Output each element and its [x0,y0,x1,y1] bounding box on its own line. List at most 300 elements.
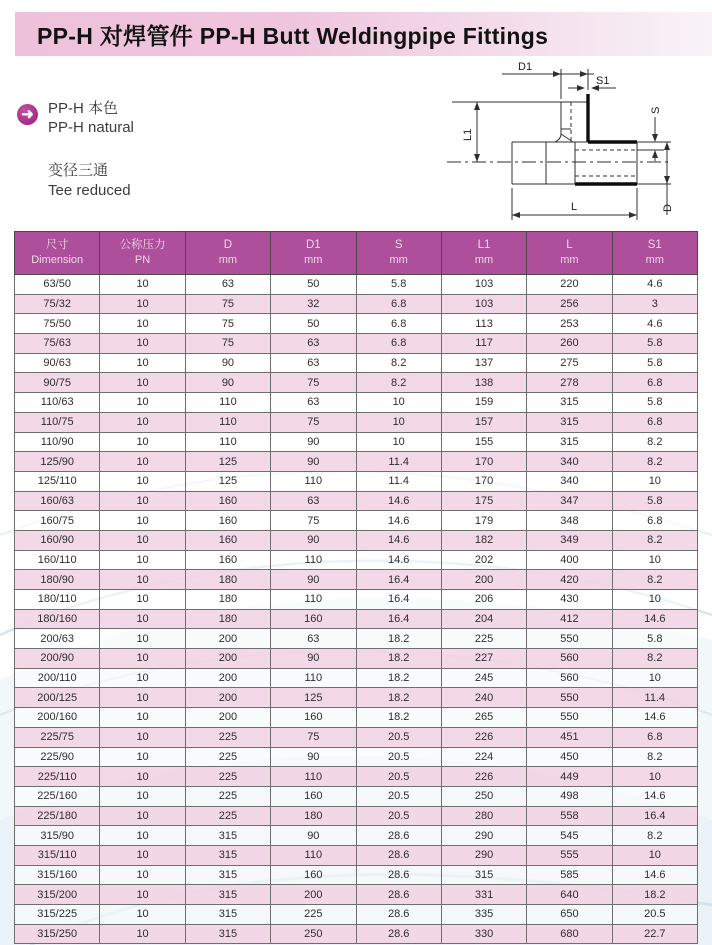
table-cell: 227 [441,649,526,669]
table-cell: 110/63 [15,393,100,413]
table-cell: 10 [100,865,185,885]
table-cell: 110 [271,590,356,610]
table-cell: 10 [356,412,441,432]
table-row [15,530,698,550]
table-cell: 10 [612,767,697,787]
table-cell: 331 [441,885,526,905]
table-cell: 10 [100,590,185,610]
table-cell: 225 [271,905,356,925]
table-cell: 10 [100,491,185,511]
table-cell: 10 [100,294,185,314]
table-cell: 63/50 [15,275,100,295]
page-title: PP-H 对焊管件 PP-H Butt Weldingpipe Fittings [37,22,549,49]
table-cell: 20.5 [356,747,441,767]
table-cell: 10 [612,845,697,865]
table-cell: 5.8 [612,491,697,511]
table-cell: 10 [100,786,185,806]
table-cell: 28.6 [356,826,441,846]
table-cell: 10 [100,275,185,295]
table-cell: 315 [185,885,270,905]
table-cell: 560 [527,668,612,688]
table-row [15,452,698,472]
table-cell: 10 [100,826,185,846]
table-cell: 498 [527,786,612,806]
table-cell: 170 [441,471,526,491]
table-cell: 8.2 [612,649,697,669]
table-cell: 225/110 [15,767,100,787]
table-cell: 20.5 [356,806,441,826]
table-cell: 10 [100,708,185,728]
table-cell: 202 [441,550,526,570]
table-cell: 225/160 [15,786,100,806]
table-row [15,393,698,413]
table-cell: 16.4 [612,806,697,826]
table-cell: 75 [185,334,270,354]
table-cell: 680 [527,924,612,944]
column-header: L mm [527,232,612,275]
product-name-en: Tee reduced [48,182,131,199]
table-cell: 90 [185,353,270,373]
material-name-en: PP-H natural [48,119,134,136]
table-cell: 10 [100,471,185,491]
table-cell: 113 [441,314,526,334]
table-cell: 315 [185,905,270,925]
table-cell: 14.6 [356,550,441,570]
table-cell: 75/63 [15,334,100,354]
table-cell: 90/63 [15,353,100,373]
table-cell: 290 [441,845,526,865]
table-cell: 225 [185,747,270,767]
table-row [15,471,698,491]
table-cell: 179 [441,511,526,531]
table-cell: 125 [185,471,270,491]
table-cell: 315 [527,412,612,432]
table-cell: 110 [271,767,356,787]
table-cell: 75/32 [15,294,100,314]
table-cell: 10 [100,412,185,432]
table-cell: 8.2 [356,373,441,393]
table-cell: 28.6 [356,924,441,944]
table-cell: 180 [271,806,356,826]
table-cell: 110 [271,845,356,865]
table-row [15,806,698,826]
table-cell: 224 [441,747,526,767]
table-cell: 640 [527,885,612,905]
table-cell: 14.6 [356,530,441,550]
table-cell: 315/160 [15,865,100,885]
table-cell: 260 [527,334,612,354]
table-row [15,432,698,452]
table-cell: 200 [441,570,526,590]
table-cell: 315/225 [15,905,100,925]
table-cell: 20.5 [612,905,697,925]
table-cell: 8.2 [612,530,697,550]
table-cell: 290 [441,826,526,846]
table-row [15,275,698,295]
table-cell: 63 [271,629,356,649]
table-cell: 10 [100,353,185,373]
table-cell: 585 [527,865,612,885]
table-cell: 10 [100,373,185,393]
column-header: 尺寸 Dimension [15,232,100,275]
table-cell: 8.2 [356,353,441,373]
table-cell: 10 [100,885,185,905]
table-cell: 75 [271,727,356,747]
table-cell: 63 [271,353,356,373]
table-row [15,865,698,885]
table-cell: 10 [100,905,185,925]
spec-table-body [15,275,698,944]
table-cell: 315 [441,865,526,885]
table-cell: 5.8 [612,629,697,649]
table-cell: 180 [185,590,270,610]
table-cell: 348 [527,511,612,531]
table-row [15,826,698,846]
table-cell: 225 [185,767,270,787]
table-cell: 6.8 [612,727,697,747]
table-cell: 6.8 [356,314,441,334]
table-cell: 160/63 [15,491,100,511]
table-cell: 6.8 [356,334,441,354]
table-row [15,590,698,610]
table-cell: 10 [100,530,185,550]
table-cell: 18.2 [356,708,441,728]
table-cell: 10 [100,629,185,649]
table-cell: 5.8 [612,334,697,354]
table-cell: 75/50 [15,314,100,334]
table-row [15,885,698,905]
table-cell: 225/90 [15,747,100,767]
table-cell: 545 [527,826,612,846]
table-cell: 10 [100,314,185,334]
table-cell: 10 [100,668,185,688]
table-cell: 160/90 [15,530,100,550]
table-cell: 200 [185,629,270,649]
table-row [15,511,698,531]
table-cell: 75 [185,294,270,314]
table-cell: 349 [527,530,612,550]
table-cell: 256 [527,294,612,314]
table-row [15,708,698,728]
spec-table-head [15,232,698,275]
table-cell: 650 [527,905,612,925]
table-row [15,412,698,432]
table-cell: 159 [441,393,526,413]
table-cell: 110 [185,393,270,413]
table-cell: 20.5 [356,767,441,787]
table-cell: 14.6 [356,511,441,531]
table-cell: 315 [527,432,612,452]
table-cell: 10 [356,432,441,452]
table-cell: 412 [527,609,612,629]
table-cell: 180/90 [15,570,100,590]
table-cell: 5.8 [612,353,697,373]
table-cell: 175 [441,491,526,511]
table-cell: 137 [441,353,526,373]
table-cell: 28.6 [356,845,441,865]
table-row [15,845,698,865]
table-cell: 6.8 [356,294,441,314]
table-cell: 4.6 [612,314,697,334]
table-cell: 90 [271,649,356,669]
table-cell: 6.8 [612,412,697,432]
table-cell: 10 [612,668,697,688]
table-cell: 18.2 [356,688,441,708]
table-cell: 160 [271,786,356,806]
table-cell: 125 [271,688,356,708]
table-row [15,294,698,314]
table-cell: 226 [441,727,526,747]
table-cell: 420 [527,570,612,590]
column-header: L1 mm [441,232,526,275]
dim-label-d: D [662,204,674,212]
table-cell: 90 [271,452,356,472]
table-cell: 315/90 [15,826,100,846]
table-cell: 155 [441,432,526,452]
table-cell: 110 [271,550,356,570]
tee-fitting-diagram [440,57,712,229]
table-cell: 90 [271,747,356,767]
table-cell: 560 [527,649,612,669]
table-cell: 63 [185,275,270,295]
table-cell: 14.6 [356,491,441,511]
table-cell: 90 [271,826,356,846]
table-cell: 6.8 [612,511,697,531]
table-cell: 138 [441,373,526,393]
table-row [15,609,698,629]
table-row [15,649,698,669]
table-cell: 3 [612,294,697,314]
table-cell: 555 [527,845,612,865]
table-cell: 75 [271,511,356,531]
column-header: S mm [356,232,441,275]
table-cell: 11.4 [612,688,697,708]
table-cell: 110 [271,668,356,688]
table-cell: 160/75 [15,511,100,531]
table-cell: 200 [271,885,356,905]
table-cell: 160 [271,865,356,885]
table-cell: 125/90 [15,452,100,472]
table-cell: 449 [527,767,612,787]
table-cell: 11.4 [356,452,441,472]
table-cell: 225 [441,629,526,649]
table-cell: 200 [185,708,270,728]
table-cell: 315 [185,924,270,944]
table-cell: 10 [100,550,185,570]
table-row [15,688,698,708]
table-cell: 200/63 [15,629,100,649]
table-cell: 103 [441,275,526,295]
table-cell: 75 [271,412,356,432]
table-cell: 110 [185,432,270,452]
table-cell: 14.6 [612,865,697,885]
material-label [48,99,134,137]
table-cell: 8.2 [612,826,697,846]
product-label [48,161,131,201]
table-cell: 340 [527,452,612,472]
table-cell: 250 [271,924,356,944]
table-cell: 206 [441,590,526,610]
table-cell: 28.6 [356,905,441,925]
table-cell: 90 [271,570,356,590]
table-cell: 278 [527,373,612,393]
table-cell: 10 [100,432,185,452]
table-cell: 10 [100,511,185,531]
table-cell: 75 [271,373,356,393]
table-cell: 200 [185,668,270,688]
table-cell: 14.6 [612,708,697,728]
table-cell: 335 [441,905,526,925]
table-cell: 550 [527,708,612,728]
table-cell: 11.4 [356,471,441,491]
column-header: 公称压力 PN [100,232,185,275]
table-cell: 170 [441,452,526,472]
table-cell: 280 [441,806,526,826]
table-cell: 225/75 [15,727,100,747]
table-cell: 117 [441,334,526,354]
table-cell: 200/90 [15,649,100,669]
table-row [15,550,698,570]
table-cell: 160 [271,609,356,629]
table-cell: 110 [185,412,270,432]
spec-table-head-row [15,232,698,275]
table-cell: 10 [100,845,185,865]
table-cell: 245 [441,668,526,688]
table-cell: 200/110 [15,668,100,688]
table-cell: 180 [185,570,270,590]
material-name-cn: PP-H 本色 [48,100,119,117]
table-cell: 225/180 [15,806,100,826]
table-cell: 253 [527,314,612,334]
table-cell: 14.6 [612,609,697,629]
table-cell: 160 [185,511,270,531]
table-cell: 5.8 [356,275,441,295]
table-cell: 451 [527,727,612,747]
table-cell: 125/110 [15,471,100,491]
table-cell: 347 [527,491,612,511]
table-cell: 90 [185,373,270,393]
table-row [15,905,698,925]
table-cell: 315 [185,826,270,846]
table-cell: 315 [185,865,270,885]
dim-label-d1: D1 [518,61,533,73]
table-cell: 16.4 [356,570,441,590]
table-cell: 63 [271,393,356,413]
table-cell: 340 [527,471,612,491]
table-cell: 160 [185,550,270,570]
table-cell: 10 [100,727,185,747]
column-header: D1 mm [271,232,356,275]
table-row [15,747,698,767]
table-cell: 50 [271,314,356,334]
table-cell: 315/200 [15,885,100,905]
table-cell: 265 [441,708,526,728]
table-cell: 18.2 [612,885,697,905]
table-cell: 10 [100,452,185,472]
table-cell: 558 [527,806,612,826]
table-cell: 10 [612,550,697,570]
table-cell: 200 [185,649,270,669]
table-cell: 315/250 [15,924,100,944]
table-cell: 200/125 [15,688,100,708]
table-cell: 550 [527,688,612,708]
table-cell: 10 [100,806,185,826]
table-cell: 275 [527,353,612,373]
dim-label-l: L [570,201,578,213]
table-row [15,727,698,747]
table-cell: 90 [271,432,356,452]
table-cell: 160 [185,530,270,550]
table-cell: 225 [185,806,270,826]
table-row [15,491,698,511]
table-cell: 315/110 [15,845,100,865]
table-cell: 110/75 [15,412,100,432]
table-cell: 125 [185,452,270,472]
table-cell: 10 [100,393,185,413]
table-cell: 16.4 [356,609,441,629]
table-cell: 18.2 [356,668,441,688]
table-cell: 200/160 [15,708,100,728]
table-cell: 6.8 [612,373,697,393]
table-cell: 250 [441,786,526,806]
table-cell: 10 [612,590,697,610]
table-cell: 16.4 [356,590,441,610]
table-cell: 28.6 [356,865,441,885]
table-row [15,334,698,354]
table-cell: 220 [527,275,612,295]
spec-table [14,231,698,944]
dim-label-s: S [650,106,662,114]
table-cell: 8.2 [612,570,697,590]
table-cell: 225 [185,786,270,806]
table-cell: 90 [271,530,356,550]
table-cell: 20.5 [356,786,441,806]
table-row [15,570,698,590]
table-cell: 240 [441,688,526,708]
table-cell: 10 [100,747,185,767]
table-cell: 10 [100,334,185,354]
table-row [15,767,698,787]
table-cell: 18.2 [356,629,441,649]
arrow-right-icon [17,104,38,125]
table-cell: 22.7 [612,924,697,944]
table-cell: 226 [441,767,526,787]
table-cell: 400 [527,550,612,570]
table-row [15,314,698,334]
table-cell: 182 [441,530,526,550]
table-cell: 20.5 [356,727,441,747]
table-row [15,668,698,688]
table-cell: 10 [356,393,441,413]
table-cell: 10 [100,570,185,590]
table-cell: 180/160 [15,609,100,629]
table-cell: 90/75 [15,373,100,393]
table-row [15,353,698,373]
table-row [15,924,698,944]
table-cell: 180 [185,609,270,629]
product-name-cn: 变径三通 [48,162,109,179]
table-cell: 50 [271,275,356,295]
table-cell: 110/90 [15,432,100,452]
table-cell: 4.6 [612,275,697,295]
table-cell: 10 [100,688,185,708]
table-cell: 32 [271,294,356,314]
table-cell: 10 [100,609,185,629]
table-cell: 225 [185,727,270,747]
table-cell: 63 [271,334,356,354]
dim-label-l1: L1 [462,128,474,141]
table-cell: 5.8 [612,393,697,413]
